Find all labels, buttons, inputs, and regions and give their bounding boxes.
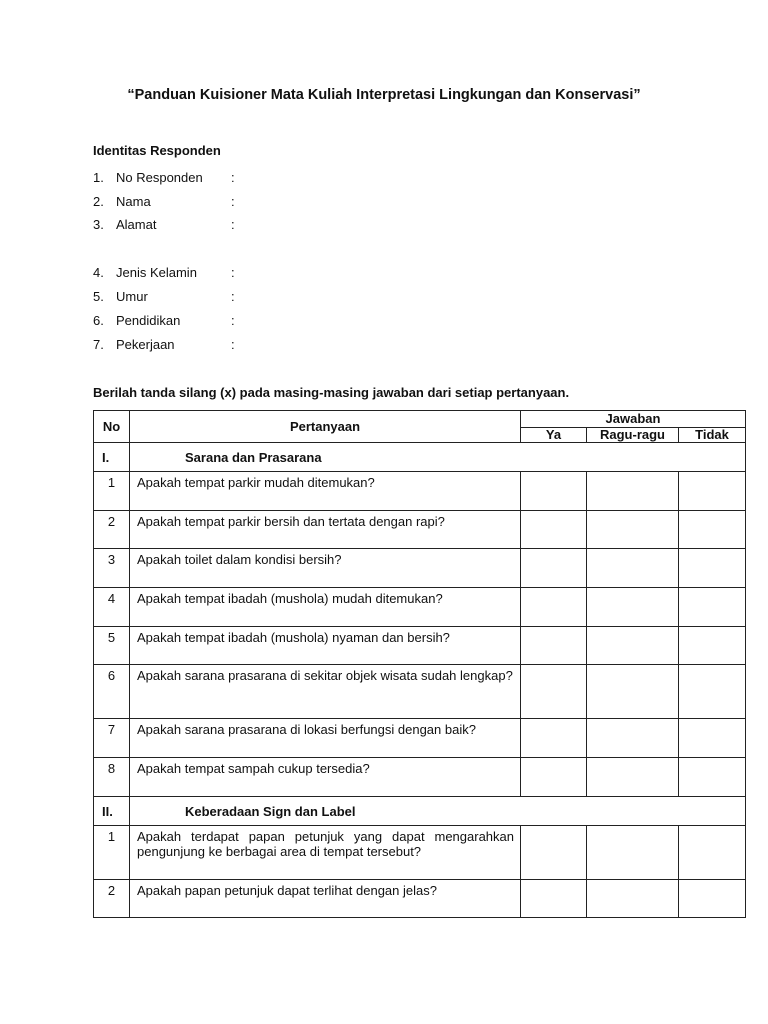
answer-cell-no[interactable] — [679, 758, 746, 797]
answer-cell-no[interactable] — [679, 665, 746, 719]
header-option-unsure: Ragu-ragu — [587, 428, 679, 443]
question-number: 7 — [94, 719, 130, 758]
field-label: Pendidikan — [116, 313, 181, 328]
question-number: 2 — [94, 511, 130, 549]
answer-cell-unsure[interactable] — [587, 472, 679, 511]
answer-cell-unsure[interactable] — [587, 511, 679, 549]
answer-cell-unsure[interactable] — [587, 826, 679, 880]
answer-cell-yes[interactable] — [521, 826, 587, 880]
section-title: Keberadaan Sign dan Label — [130, 797, 746, 826]
answer-cell-yes[interactable] — [521, 719, 587, 758]
header-question: Pertanyaan — [130, 411, 521, 443]
question-text: Apakah tempat ibadah (mushola) nyaman dan bersih? — [130, 627, 521, 665]
header-option-yes: Ya — [521, 428, 587, 443]
section-row — [94, 797, 746, 826]
answer-cell-unsure[interactable] — [587, 588, 679, 627]
instruction-text: Berilah tanda silang (x) pada masing-masing jawaban dari setiap pertanyaan. — [93, 385, 570, 400]
field-colon: : — [231, 170, 235, 185]
field-colon: : — [231, 194, 235, 209]
answer-cell-yes[interactable] — [521, 588, 587, 627]
question-number: 5 — [94, 627, 130, 665]
answer-cell-unsure[interactable] — [587, 665, 679, 719]
question-number: 4 — [94, 588, 130, 627]
header-answer: Jawaban — [521, 411, 746, 428]
table-row — [94, 627, 746, 665]
answer-cell-yes[interactable] — [521, 758, 587, 797]
question-text: Apakah terdapat papan petunjuk yang dapat mengarahkan pengunjung ke berbagai area di tempat tersebut? — [130, 826, 521, 880]
table-row — [94, 719, 746, 758]
field-label: Pekerjaan — [116, 337, 175, 352]
question-text: Apakah tempat ibadah (mushola) mudah ditemukan? — [130, 588, 521, 627]
question-text: Apakah sarana prasarana di sekitar objek wisata sudah lengkap? — [130, 665, 521, 719]
question-text: Apakah tempat parkir mudah ditemukan? — [130, 472, 521, 511]
question-text: Apakah tempat parkir bersih dan tertata dengan rapi? — [130, 511, 521, 549]
question-number: 1 — [94, 472, 130, 511]
page-title: “Panduan Kuisioner Mata Kuliah Interpretasi Lingkungan dan Konservasi” — [127, 87, 641, 103]
answer-cell-no[interactable] — [679, 826, 746, 880]
field-number: 2. — [93, 194, 104, 209]
answer-cell-no[interactable] — [679, 511, 746, 549]
answer-cell-yes[interactable] — [521, 880, 587, 918]
answer-cell-no[interactable] — [679, 880, 746, 918]
table-header-row — [94, 411, 746, 428]
question-number: 6 — [94, 665, 130, 719]
field-colon: : — [231, 265, 235, 280]
table-row — [94, 549, 746, 588]
answer-cell-yes[interactable] — [521, 627, 587, 665]
answer-cell-yes[interactable] — [521, 665, 587, 719]
field-number: 4. — [93, 265, 104, 280]
field-number: 3. — [93, 217, 104, 232]
question-number: 8 — [94, 758, 130, 797]
field-number: 6. — [93, 313, 104, 328]
field-colon: : — [231, 217, 235, 232]
field-label: Nama — [116, 194, 151, 209]
field-colon: : — [231, 313, 235, 328]
answer-cell-unsure[interactable] — [587, 719, 679, 758]
field-number: 1. — [93, 170, 104, 185]
question-text: Apakah papan petunjuk dapat terlihat dengan jelas? — [130, 880, 521, 918]
answer-cell-yes[interactable] — [521, 511, 587, 549]
question-number: 1 — [94, 826, 130, 880]
header-option-no: Tidak — [679, 428, 746, 443]
question-text: Apakah toilet dalam kondisi bersih? — [130, 549, 521, 588]
answer-cell-no[interactable] — [679, 719, 746, 758]
field-number: 7. — [93, 337, 104, 352]
field-label: Umur — [116, 289, 148, 304]
answer-cell-no[interactable] — [679, 588, 746, 627]
answer-cell-no[interactable] — [679, 549, 746, 588]
answer-cell-no[interactable] — [679, 627, 746, 665]
question-text: Apakah sarana prasarana di lokasi berfungsi dengan baik? — [130, 719, 521, 758]
answer-cell-unsure[interactable] — [587, 880, 679, 918]
field-colon: : — [231, 289, 235, 304]
field-label: No Responden — [116, 170, 203, 185]
table-row — [94, 880, 746, 918]
field-label: Alamat — [116, 217, 157, 232]
identity-heading: Identitas Responden — [93, 143, 221, 158]
section-number: I. — [94, 443, 130, 472]
answer-cell-unsure[interactable] — [587, 758, 679, 797]
answer-cell-unsure[interactable] — [587, 627, 679, 665]
table-row — [94, 511, 746, 549]
table-row — [94, 472, 746, 511]
table-row — [94, 826, 746, 880]
table-row — [94, 665, 746, 719]
header-no: No — [94, 411, 130, 443]
table-row — [94, 758, 746, 797]
question-number: 3 — [94, 549, 130, 588]
section-row — [94, 443, 746, 472]
section-title: Sarana dan Prasarana — [130, 443, 746, 472]
answer-cell-no[interactable] — [679, 472, 746, 511]
section-number: II. — [94, 797, 130, 826]
answer-cell-unsure[interactable] — [587, 549, 679, 588]
answer-cell-yes[interactable] — [521, 549, 587, 588]
answer-cell-yes[interactable] — [521, 472, 587, 511]
question-number: 2 — [94, 880, 130, 918]
field-colon: : — [231, 337, 235, 352]
table-row — [94, 588, 746, 627]
questionnaire-table — [93, 410, 746, 918]
question-text: Apakah tempat sampah cukup tersedia? — [130, 758, 521, 797]
field-label: Jenis Kelamin — [116, 265, 197, 280]
field-number: 5. — [93, 289, 104, 304]
